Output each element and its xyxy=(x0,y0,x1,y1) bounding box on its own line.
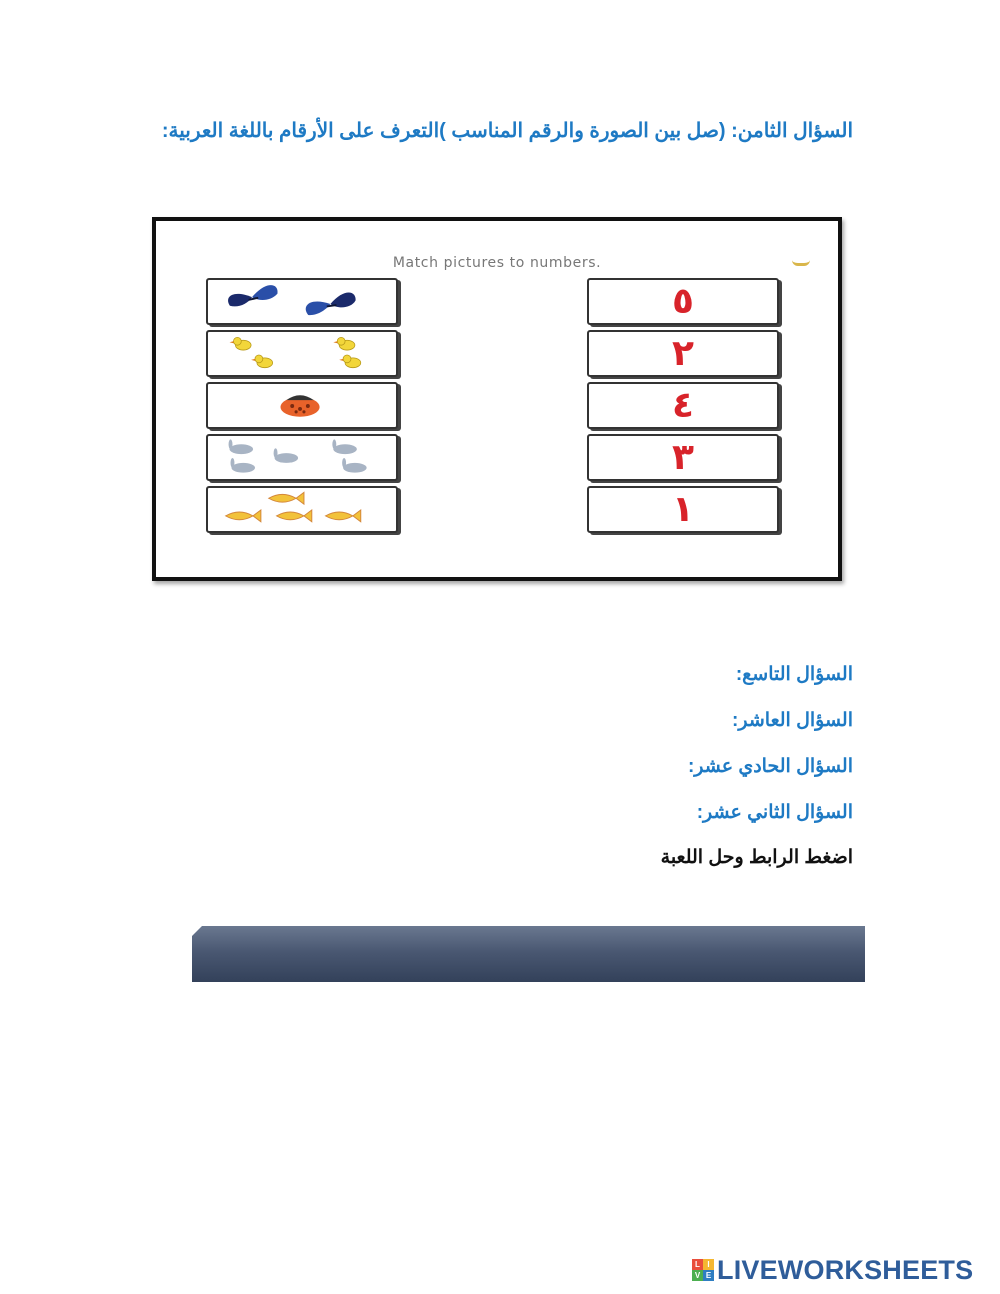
pictures-column xyxy=(206,278,398,538)
worksheet-mark-icon xyxy=(792,255,810,266)
logo-letter-e: E xyxy=(703,1270,714,1281)
chick-icon xyxy=(208,332,396,375)
butterfly-icon xyxy=(208,280,396,323)
number-box-5 xyxy=(587,278,779,325)
picture-box-rabbits xyxy=(206,434,398,481)
ladybug-icon xyxy=(208,384,396,427)
number-box-4 xyxy=(587,382,779,429)
number-box-1 xyxy=(587,486,779,533)
number-box-3 xyxy=(587,434,779,481)
question-12-label: السؤال الثاني عشر: xyxy=(696,802,853,823)
arabic-number-2: ٢ xyxy=(672,333,694,374)
game-link-banner[interactable] xyxy=(192,926,865,982)
logo-letter-v: V xyxy=(692,1270,703,1281)
game-link-instruction: اضغط الرابط وحل اللعبة xyxy=(660,847,853,868)
worksheet-title: Match pictures to numbers. xyxy=(392,255,602,271)
matching-worksheet-image xyxy=(152,217,842,581)
picture-box-chicks xyxy=(206,330,398,377)
logo-letter-i: I xyxy=(703,1259,714,1270)
logo-letter-l: L xyxy=(692,1259,703,1270)
number-box-2 xyxy=(587,330,779,377)
question-9-label: السؤال التاسع: xyxy=(735,664,853,685)
arabic-number-5: ٥ xyxy=(672,281,694,322)
arabic-number-3: ٣ xyxy=(672,437,694,478)
question-8-heading: السؤال الثامن: (صل بين الصورة والرقم المناسب )التعرف على الأرقام باللغة العربية: xyxy=(161,120,853,142)
arabic-number-1: ١ xyxy=(672,489,694,530)
picture-box-butterflies xyxy=(206,278,398,325)
liveworksheets-logo[interactable] xyxy=(692,1254,973,1286)
arabic-number-4: ٤ xyxy=(672,385,694,426)
logo-text: LIVEWORKSHEETS xyxy=(717,1254,974,1285)
question-11-label: السؤال الحادي عشر: xyxy=(687,756,853,777)
liveworksheets-logo-icon xyxy=(692,1259,714,1281)
rabbit-icon xyxy=(208,436,396,479)
fish-icon xyxy=(208,488,396,531)
picture-box-fish xyxy=(206,486,398,533)
question-10-label: السؤال العاشر: xyxy=(732,710,853,731)
picture-box-ladybug xyxy=(206,382,398,429)
numbers-column xyxy=(587,278,779,538)
